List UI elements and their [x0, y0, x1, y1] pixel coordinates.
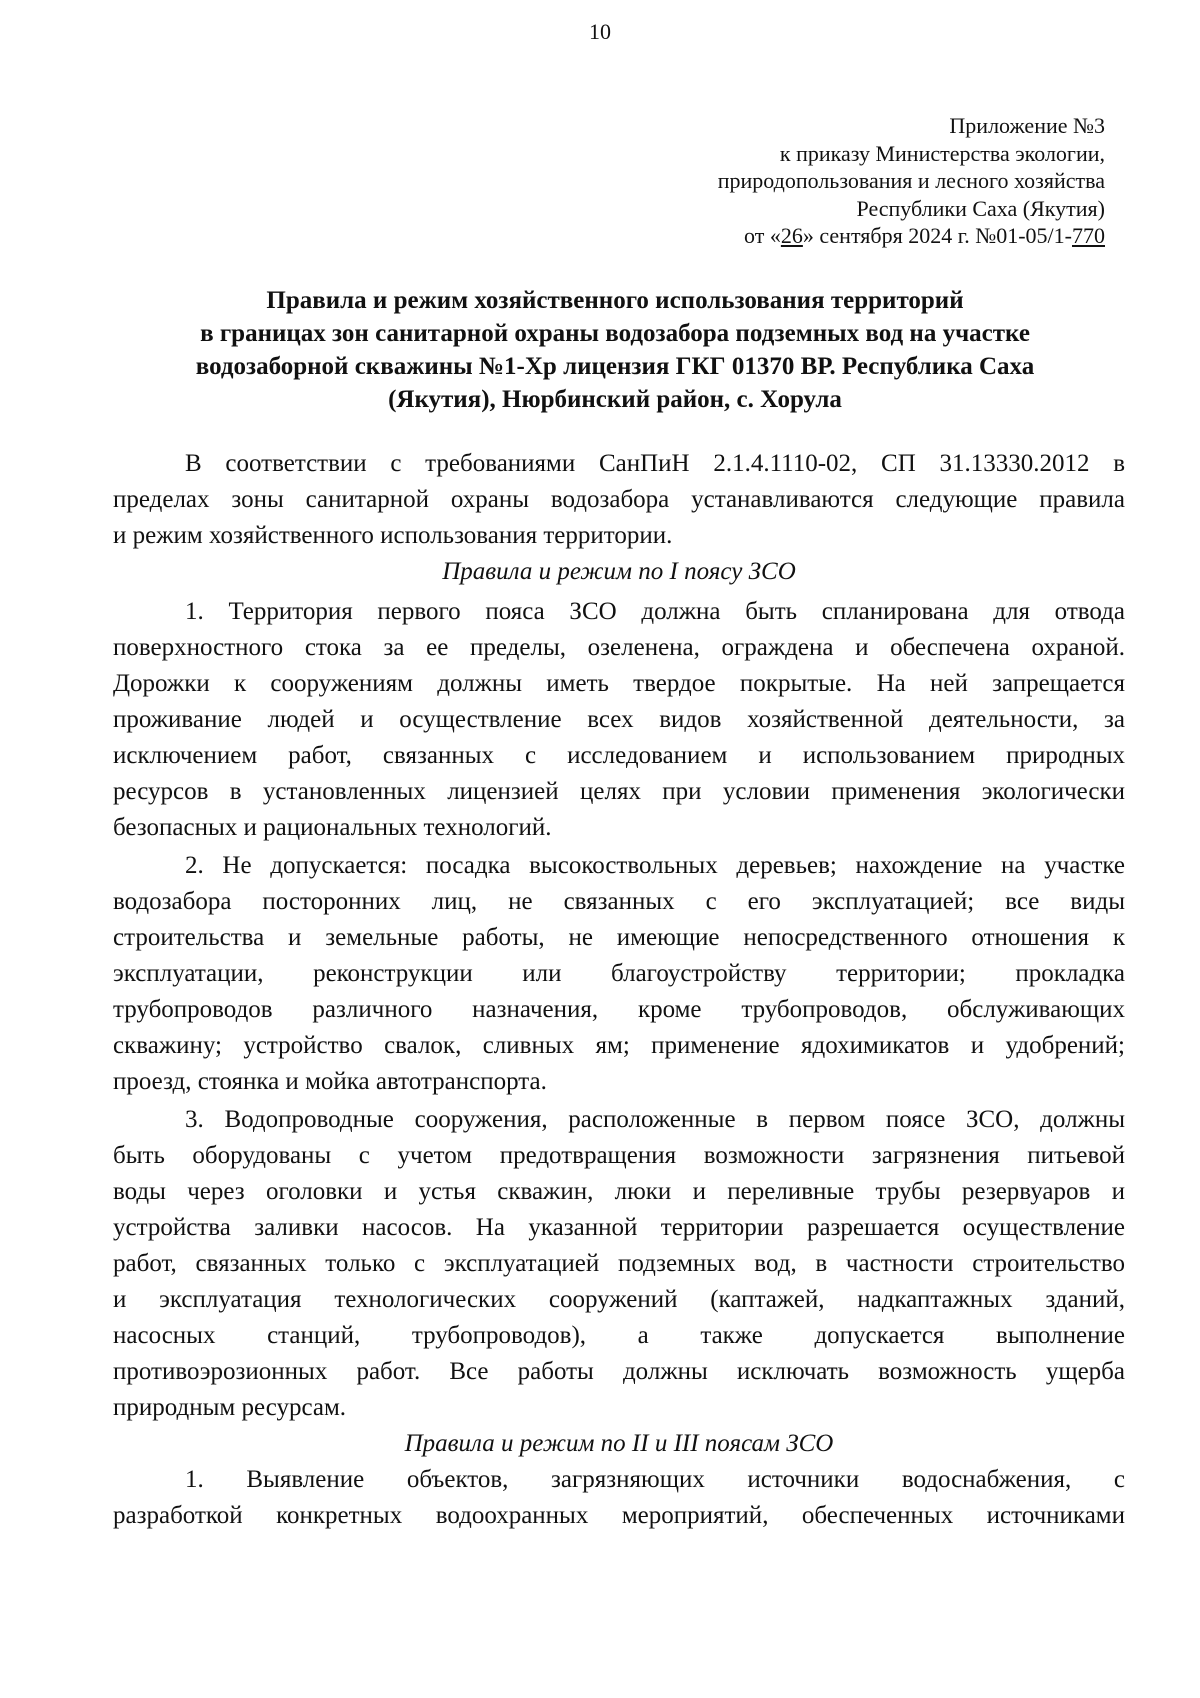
paragraph-line: природным ресурсам. [113, 1394, 347, 1421]
paragraph-line: противоэрозионных работ. Все работы должны исключать возможность ущерба [113, 1358, 1125, 1385]
title-line: в границах зон санитарной охраны водозабора подземных вод на участке [200, 320, 1030, 347]
paragraph-line: и режим хозяйственного использования территории. [113, 522, 673, 549]
paragraph [113, 1462, 1125, 1534]
paragraph-line: безопасных и рациональных технологий. [113, 814, 552, 841]
appendix-line: Республики Саха (Якутия) [856, 195, 1105, 221]
document-title [110, 284, 1120, 416]
paragraph-line: эксплуатации, реконструкции или благоустройству территории; прокладка [113, 960, 1125, 987]
section-heading: Правила и режим по I поясу ЗСО [442, 558, 796, 585]
paragraph-line: и эксплуатация технологических сооружений (каптажей, надкаптажных зданий, [113, 1286, 1125, 1313]
paragraph [113, 848, 1125, 1100]
date-mid: » сентября 2024 г. №01-05/1- [802, 223, 1072, 248]
paragraph-line: водозабора посторонних лиц, не связанных с его эксплуатацией; все виды [113, 888, 1125, 915]
section-heading: Правила и режим по II и III поясам ЗСО [404, 1430, 834, 1457]
paragraph-line: работ, связанных только с эксплуатацией подземных вод, в частности строительство [113, 1250, 1125, 1277]
paragraph-line: устройства заливки насосов. На указанной территории разрешается осуществление [113, 1214, 1125, 1241]
intro-paragraph [113, 446, 1125, 554]
paragraph-line: воды через оголовки и устья скважин, люки и переливные трубы резервуаров и [113, 1178, 1125, 1205]
paragraph [113, 594, 1125, 846]
page-number: 10 [589, 19, 611, 44]
paragraph-line: трубопроводов различного назначения, кроме трубопроводов, обслуживающих [113, 996, 1125, 1023]
paragraph [113, 1102, 1125, 1426]
paragraph-line: насосных станций, трубопроводов), а также допускается выполнение [113, 1322, 1125, 1349]
paragraph-line: 3. Водопроводные сооружения, расположенные в первом поясе ЗСО, должны [185, 1106, 1125, 1133]
paragraph-line: поверхностного стока за ее пределы, озеленена, ограждена и обеспечена охраной. [113, 634, 1125, 661]
paragraph-line: проживание людей и осуществление всех видов хозяйственной деятельности, за [113, 706, 1125, 733]
title-line: (Якутия), Нюрбинский район, с. Хорула [388, 386, 842, 413]
title-line: водозаборной скважины №1-Хр лицензия ГКГ 01370 ВР. Республика Саха [195, 353, 1035, 380]
appendix-line: природопользования и лесного хозяйства [717, 168, 1105, 193]
paragraph-line: В соответствии с требованиями СанПиН 2.1.4.1110-02, СП 31.13330.2012 в [185, 450, 1125, 477]
paragraph-line: скважину; устройство свалок, сливных ям; применение ядохимикатов и удобрений; [113, 1032, 1125, 1059]
paragraph-line: исключением работ, связанных с исследованием и использованием природных [113, 742, 1125, 769]
paragraph-line: ресурсов в установленных лицензией целях при условии применения экологически [113, 778, 1125, 805]
title-line: Правила и режим хозяйственного использования территорий [266, 287, 964, 314]
order-number: 770 [1072, 223, 1105, 248]
appendix-title: Приложение №3 [949, 113, 1105, 138]
date-prefix: от « [744, 223, 781, 248]
paragraph-line: разработкой конкретных водоохранных мероприятий, обеспеченных источниками [113, 1502, 1125, 1529]
appendix-line: к приказу Министерства экологии, [779, 140, 1105, 166]
paragraph-line: пределах зоны санитарной охраны водозабора устанавливаются следующие правила [113, 486, 1125, 513]
paragraph-line: проезд, стоянка и мойка автотранспорта. [113, 1068, 547, 1095]
paragraph-line: 2. Не допускается: посадка высокоствольных деревьев; нахождение на участке [185, 852, 1125, 879]
paragraph-line: строительства и земельные работы, не имеющие непосредственного отношения к [113, 924, 1125, 951]
paragraph-line: 1. Территория первого пояса ЗСО должна быть спланирована для отвода [185, 598, 1125, 625]
paragraph-line: быть оборудованы с учетом предотвращения возможности загрязнения питьевой [113, 1142, 1125, 1169]
order-date-line [545, 222, 1105, 250]
document-body [113, 446, 1125, 1534]
date-day: 26 [780, 223, 803, 248]
paragraph-line: Дорожки к сооружениям должны иметь твердое покрытые. На ней запрещается [113, 670, 1125, 697]
paragraph-line: 1. Выявление объектов, загрязняющих источники водоснабжения, с [185, 1466, 1125, 1493]
appendix-header [545, 112, 1105, 250]
